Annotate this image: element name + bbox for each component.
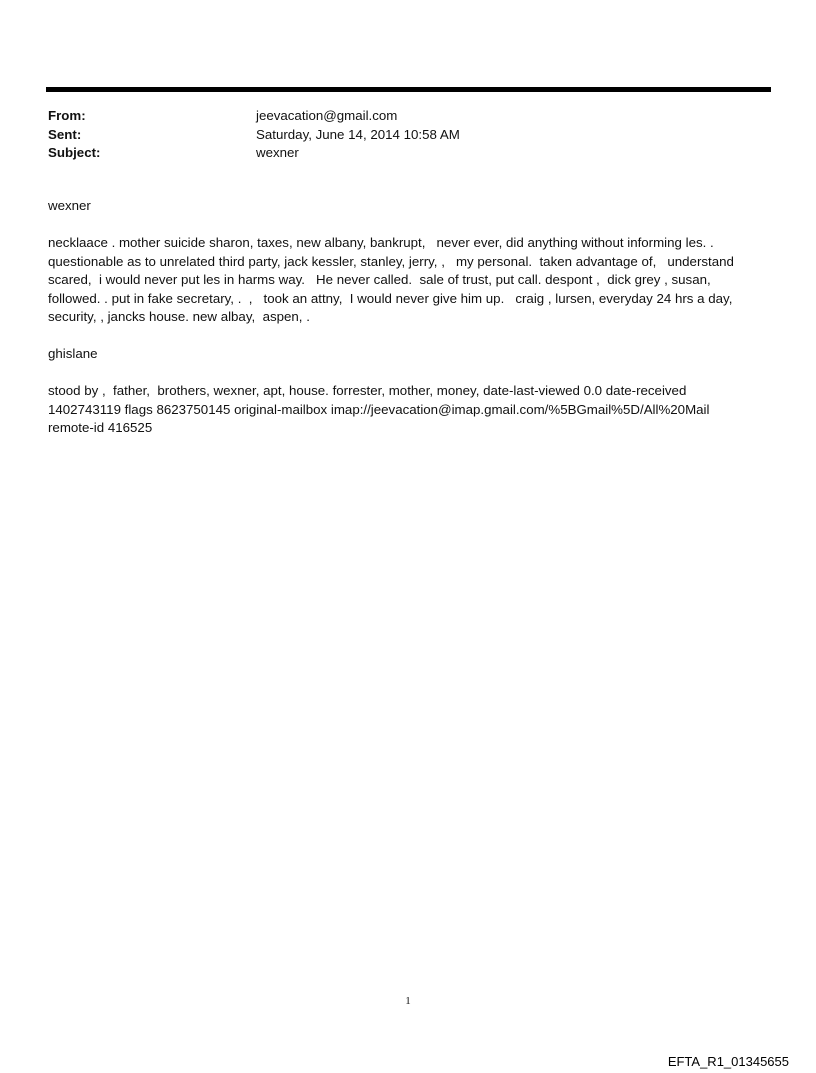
from-row — [48, 107, 768, 126]
body-paragraph: wexner — [48, 198, 91, 213]
subject-value: wexner — [256, 145, 299, 160]
email-body — [48, 197, 760, 456]
subject-label: Subject: — [48, 145, 101, 160]
body-paragraph: stood by , father, brothers, wexner, apt, house. forrester, mother, money, date-last-viewed 0.0 date-received 1402743119 flags 8623750145 original-mailbox imap://jeevacation@imap.gmail.com/%5BGmail%5D/All%20Mail remote-id 416525 — [48, 383, 710, 435]
document-id: EFTA_R1_01345655 — [667, 1054, 789, 1069]
email-header — [48, 107, 768, 163]
subject-row — [48, 144, 768, 163]
body-paragraph: necklaace . mother suicide sharon, taxes, new albany, bankrupt, never ever, did anything without informing les. . questionable as to unrelated third party, jack kessler, stanley, jerry, , my personal. taken advantage of, understand scared, i would never put les in harms way. He never called. sale of trust, put call. despont , dick grey , susan, followed. . put in fake secretary, . , took an attny, I would never give him up. craig , lursen, everyday 24 hrs a day, security, , jancks house. new albay, aspen, . — [48, 235, 734, 324]
page-number: 1 — [405, 995, 411, 1007]
sent-label: Sent: — [48, 126, 82, 142]
body-paragraph: ghislane — [48, 346, 98, 361]
from-value: jeevacation@gmail.com — [256, 108, 398, 123]
header-rule — [46, 87, 771, 92]
sent-value: Saturday, June 14, 2014 10:58 AM — [256, 126, 460, 142]
from-label: From: — [48, 108, 86, 123]
sent-row — [48, 126, 768, 145]
